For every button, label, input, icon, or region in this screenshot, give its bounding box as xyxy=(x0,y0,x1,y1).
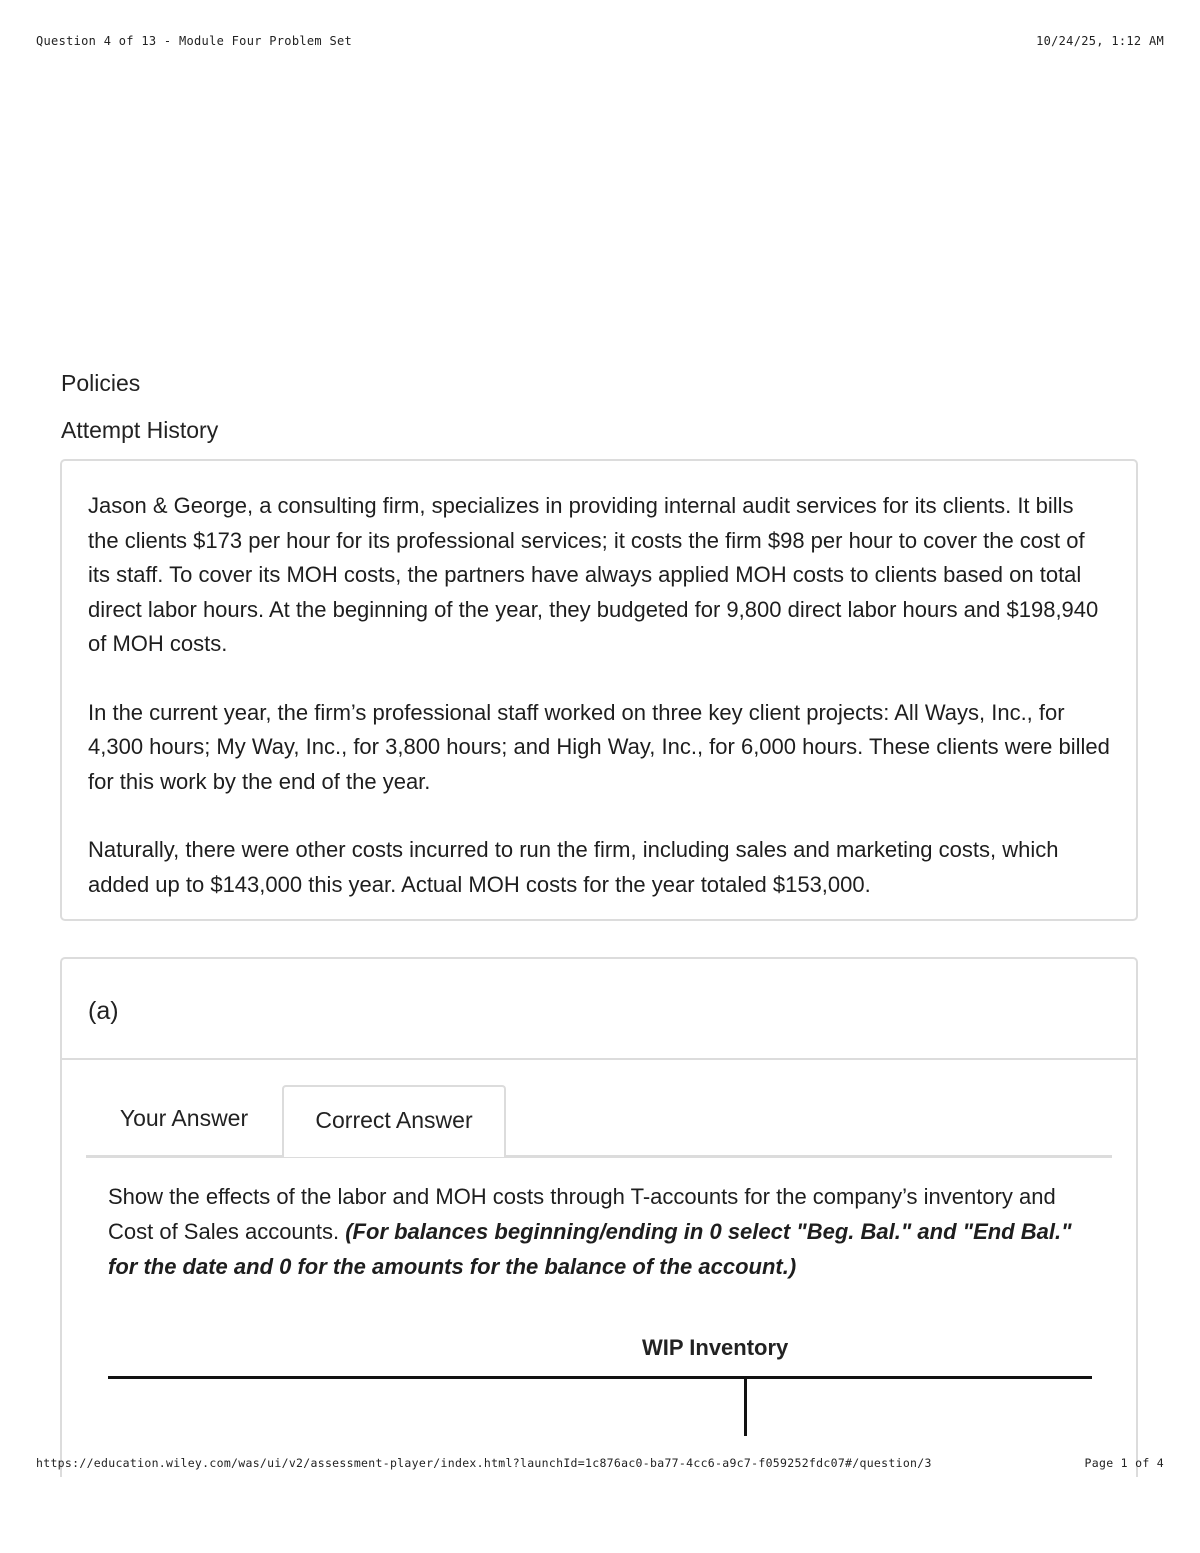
t-account-top-rule xyxy=(108,1376,1092,1379)
question-paragraph-2: In the current year, the firm’s professional staff worked on three key client projects: All Ways, Inc., for 4,300 hours; My Way, Inc., for 3,800 hours; and High Way, Inc., for 6,000 hours. These clients were billed for this work by the end of the year. xyxy=(88,699,1110,794)
policies-link[interactable]: Policies xyxy=(61,370,141,396)
question-paragraph-3: Naturally, there were other costs incurred to run the firm, including sales and marketing costs, which added up to $143,000 this year. Actual MOH costs for the year totaled $153,000. xyxy=(88,837,1059,897)
print-header xyxy=(36,34,1164,48)
print-footer-page: Page 1 of 4 xyxy=(1084,1456,1164,1470)
t-account-title: WIP Inventory xyxy=(642,1335,789,1360)
part-label: (a) xyxy=(62,959,1136,1060)
print-footer-url: https://education.wiley.com/was/ui/v2/assessment-player/index.html?launchId=1c876ac0-ba77-4cc6-a9c7-f059252fdc07#/question/3 xyxy=(36,1456,932,1470)
part-instructions xyxy=(108,1179,1096,1284)
tab-your-answer[interactable]: Your Answer xyxy=(119,1105,249,1131)
answer-tabs xyxy=(86,1085,1112,1158)
print-header-datetime: 10/24/25, 1:12 AM xyxy=(1036,34,1164,48)
attempt-history-link[interactable]: Attempt History xyxy=(61,417,219,443)
instruction-text: Show the effects of the labor and MOH costs through T-accounts for the company’s inventory and Cost of Sales accounts. xyxy=(108,1184,1056,1244)
print-header-title: Question 4 of 13 - Module Four Problem Set xyxy=(36,34,353,48)
tab-correct-answer[interactable]: Correct Answer xyxy=(282,1085,506,1157)
question-paragraph-1: Jason & George, a consulting firm, specializes in providing internal audit services for its clients. It bills the clients $173 per hour for its professional services; it costs the firm $98 per hour to cover the cost of its staff. To cover its MOH costs, the partners have always applied MOH costs to clients based on total direct labor hours. At the beginning of the year, they budgeted for 9,800 direct labor hours and $198,940 of MOH costs. xyxy=(88,493,1099,656)
instruction-emphasis: (For balances beginning/ending in 0 select "Beg. Bal." and "End Bal." for the date and 0 for the amounts for the balance of the account.) xyxy=(108,1219,1072,1279)
print-footer xyxy=(36,1456,1164,1470)
part-a-card xyxy=(60,957,1138,1477)
t-account-divider xyxy=(744,1376,747,1436)
question-stem-card xyxy=(60,459,1138,921)
